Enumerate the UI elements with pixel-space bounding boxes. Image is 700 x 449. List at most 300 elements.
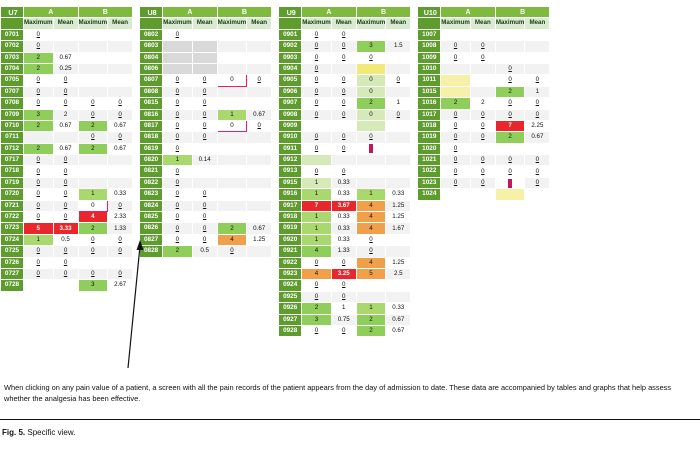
pain-mean-b-cell[interactable]: 0.67: [108, 120, 133, 131]
pain-mean-b-cell[interactable]: 0: [108, 234, 133, 245]
pain-max-a-cell[interactable]: 4: [302, 268, 332, 279]
pain-mean-b-cell[interactable]: 0: [108, 268, 133, 279]
pain-max-a-cell[interactable]: 0: [441, 166, 471, 177]
pain-max-b-cell[interactable]: 1: [356, 189, 386, 200]
pain-max-b-cell[interactable]: [356, 29, 386, 40]
pain-max-a-cell[interactable]: 0: [441, 177, 471, 188]
pain-max-b-cell[interactable]: 2: [495, 132, 525, 143]
table-row[interactable]: [418, 29, 550, 40]
pain-max-a-cell[interactable]: 1: [302, 177, 332, 188]
pain-mean-b-cell[interactable]: 0: [108, 132, 133, 143]
table-row[interactable]: [279, 223, 411, 234]
table-row[interactable]: [279, 177, 411, 188]
pain-max-b-cell[interactable]: [78, 41, 108, 52]
patient-id-cell[interactable]: 0918: [279, 212, 302, 223]
table-row[interactable]: [279, 120, 411, 131]
table-row[interactable]: [140, 166, 272, 177]
pain-mean-a-cell[interactable]: 0: [331, 166, 356, 177]
pain-mean-b-cell[interactable]: [386, 177, 411, 188]
pain-max-a-cell[interactable]: 0: [24, 75, 54, 86]
patient-id-cell[interactable]: 0803: [140, 41, 163, 52]
pain-max-a-cell[interactable]: 0: [441, 132, 471, 143]
pain-max-a-cell[interactable]: 0: [24, 200, 54, 211]
patient-id-cell[interactable]: 1020: [418, 143, 441, 154]
pain-mean-b-cell[interactable]: 1.5: [386, 41, 411, 52]
pain-max-b-cell[interactable]: 0: [495, 166, 525, 177]
pain-mean-a-cell[interactable]: 0: [192, 120, 217, 131]
pain-max-a-cell[interactable]: 0: [163, 86, 193, 97]
pain-mean-b-cell[interactable]: [108, 257, 133, 268]
patient-id-cell[interactable]: 1009: [418, 52, 441, 63]
pain-max-b-cell[interactable]: 2: [217, 223, 247, 234]
table-row[interactable]: [279, 29, 411, 40]
pain-mean-b-cell[interactable]: 0: [386, 109, 411, 120]
pain-max-a-cell[interactable]: 0: [24, 166, 54, 177]
pain-mean-b-cell[interactable]: 0.67: [247, 223, 272, 234]
pain-max-a-cell[interactable]: 1: [302, 189, 332, 200]
pain-max-a-cell[interactable]: 1: [24, 234, 54, 245]
pain-max-b-cell[interactable]: [356, 166, 386, 177]
pain-mean-b-cell[interactable]: 1.25: [247, 234, 272, 245]
patient-id-cell[interactable]: 1022: [418, 166, 441, 177]
pain-max-a-cell[interactable]: 0: [24, 246, 54, 257]
pain-mean-b-cell[interactable]: [525, 143, 550, 154]
table-row[interactable]: [279, 246, 411, 257]
pain-max-a-cell[interactable]: 0: [302, 143, 332, 154]
table-row[interactable]: [1, 155, 133, 166]
table-row[interactable]: [279, 143, 411, 154]
pain-max-a-cell[interactable]: 0: [163, 212, 193, 223]
pain-max-b-cell[interactable]: 3: [356, 41, 386, 52]
pain-mean-b-cell[interactable]: [247, 86, 272, 97]
pain-max-b-cell[interactable]: 0: [217, 75, 247, 86]
pain-mean-b-cell[interactable]: [247, 200, 272, 211]
table-row[interactable]: [140, 63, 272, 74]
pain-max-a-cell[interactable]: 2: [441, 98, 471, 109]
table-row[interactable]: [140, 41, 272, 52]
pain-mean-a-cell[interactable]: [53, 280, 78, 291]
pain-max-b-cell[interactable]: 2: [356, 314, 386, 325]
pain-mean-b-cell[interactable]: 0: [108, 246, 133, 257]
pain-max-b-cell[interactable]: 0: [495, 63, 525, 74]
table-row[interactable]: [140, 98, 272, 109]
patient-id-cell[interactable]: 0718: [1, 166, 24, 177]
pain-max-a-cell[interactable]: [24, 280, 54, 291]
pain-max-a-cell[interactable]: 0: [302, 86, 332, 97]
pain-max-a-cell[interactable]: 3: [24, 109, 54, 120]
pain-max-b-cell[interactable]: [356, 291, 386, 302]
patient-id-cell[interactable]: 0802: [140, 29, 163, 40]
pain-mean-b-cell[interactable]: [386, 132, 411, 143]
table-row[interactable]: [418, 86, 550, 97]
pain-mean-a-cell[interactable]: 0: [470, 177, 495, 188]
pain-max-a-cell[interactable]: [163, 63, 193, 74]
patient-id-cell[interactable]: 1023: [418, 177, 441, 188]
pain-mean-b-cell[interactable]: [247, 52, 272, 63]
pain-max-a-cell[interactable]: 0: [302, 166, 332, 177]
table-row[interactable]: [140, 212, 272, 223]
table-row[interactable]: [1, 120, 133, 131]
table-row[interactable]: [140, 143, 272, 154]
table-row[interactable]: [1, 109, 133, 120]
pain-max-b-cell[interactable]: 0: [356, 234, 386, 245]
patient-id-cell[interactable]: 0726: [1, 257, 24, 268]
pain-mean-a-cell[interactable]: 0: [470, 166, 495, 177]
table-row[interactable]: [1, 132, 133, 143]
table-row[interactable]: [1, 200, 133, 211]
pain-mean-b-cell[interactable]: 0.67: [108, 143, 133, 154]
pain-max-a-cell[interactable]: 0: [163, 189, 193, 200]
patient-id-cell[interactable]: 0720: [1, 189, 24, 200]
table-row[interactable]: [279, 325, 411, 336]
table-row[interactable]: [279, 132, 411, 143]
pain-max-b-cell[interactable]: [217, 63, 247, 74]
patient-id-cell[interactable]: 0815: [140, 98, 163, 109]
table-row[interactable]: [279, 75, 411, 86]
pain-mean-b-cell[interactable]: [108, 52, 133, 63]
patient-id-cell[interactable]: 0902: [279, 41, 302, 52]
pain-mean-b-cell[interactable]: 1.25: [386, 212, 411, 223]
pain-mean-a-cell[interactable]: [53, 29, 78, 40]
patient-id-cell[interactable]: 0907: [279, 98, 302, 109]
pain-max-b-cell[interactable]: [217, 200, 247, 211]
pain-mean-a-cell[interactable]: [331, 120, 356, 131]
pain-max-b-cell[interactable]: 2: [356, 98, 386, 109]
patient-id-cell[interactable]: 0908: [279, 109, 302, 120]
pain-max-b-cell[interactable]: 5: [356, 268, 386, 279]
pain-max-a-cell[interactable]: 1: [302, 223, 332, 234]
pain-mean-b-cell[interactable]: [247, 189, 272, 200]
pain-max-a-cell[interactable]: 0: [441, 41, 471, 52]
pain-mean-a-cell[interactable]: 0.33: [331, 234, 356, 245]
pain-mean-b-cell[interactable]: 0.67: [386, 314, 411, 325]
pain-mean-a-cell[interactable]: 0.67: [53, 143, 78, 154]
pain-mean-a-cell[interactable]: [53, 41, 78, 52]
pain-mean-b-cell[interactable]: 0: [525, 109, 550, 120]
pain-mean-b-cell[interactable]: [525, 52, 550, 63]
patient-id-cell[interactable]: 0705: [1, 75, 24, 86]
patient-id-cell[interactable]: 0911: [279, 143, 302, 154]
pain-max-a-cell[interactable]: 2: [24, 143, 54, 154]
pain-max-b-cell[interactable]: 4: [217, 234, 247, 245]
pain-mean-b-cell[interactable]: 1: [386, 98, 411, 109]
pain-max-b-cell[interactable]: [217, 155, 247, 166]
table-row[interactable]: [279, 303, 411, 314]
pain-max-a-cell[interactable]: 0: [441, 155, 471, 166]
pain-mean-a-cell[interactable]: 0.33: [331, 212, 356, 223]
pain-mean-a-cell[interactable]: 0: [53, 200, 78, 211]
pain-max-b-cell[interactable]: [495, 41, 525, 52]
pain-max-b-cell[interactable]: [78, 52, 108, 63]
pain-max-a-cell[interactable]: 0: [302, 280, 332, 291]
patient-id-cell[interactable]: 0825: [140, 212, 163, 223]
pain-mean-b-cell[interactable]: [386, 291, 411, 302]
pain-mean-a-cell[interactable]: 0: [192, 86, 217, 97]
pain-mean-b-cell[interactable]: 1.25: [386, 257, 411, 268]
table-row[interactable]: [279, 234, 411, 245]
table-row[interactable]: [140, 189, 272, 200]
pain-max-a-cell[interactable]: 0: [24, 189, 54, 200]
pain-mean-b-cell[interactable]: 0: [525, 155, 550, 166]
pain-max-a-cell[interactable]: 0: [302, 325, 332, 336]
table-row[interactable]: [279, 98, 411, 109]
table-row[interactable]: [140, 75, 272, 86]
patient-id-cell[interactable]: 0717: [1, 155, 24, 166]
pain-max-a-cell[interactable]: 0: [24, 257, 54, 268]
pain-mean-a-cell[interactable]: 0: [192, 98, 217, 109]
pain-mean-b-cell[interactable]: [108, 63, 133, 74]
patient-id-cell[interactable]: 0728: [1, 280, 24, 291]
pain-mean-b-cell[interactable]: [386, 86, 411, 97]
pain-mean-b-cell[interactable]: 2.25: [525, 120, 550, 131]
pain-max-a-cell[interactable]: 0: [302, 109, 332, 120]
pain-mean-b-cell[interactable]: [108, 29, 133, 40]
pain-max-a-cell[interactable]: 0: [302, 29, 332, 40]
pain-mean-a-cell[interactable]: 0: [53, 257, 78, 268]
table-row[interactable]: [140, 200, 272, 211]
table-row[interactable]: [140, 246, 272, 257]
pain-max-a-cell[interactable]: 0: [163, 166, 193, 177]
table-row[interactable]: [418, 177, 550, 188]
pain-max-a-cell[interactable]: 2: [24, 63, 54, 74]
table-row[interactable]: [418, 75, 550, 86]
table-row[interactable]: [140, 120, 272, 131]
patient-id-cell[interactable]: 1016: [418, 98, 441, 109]
table-row[interactable]: [279, 155, 411, 166]
pain-mean-b-cell[interactable]: [247, 143, 272, 154]
pain-mean-a-cell[interactable]: 0: [331, 143, 356, 154]
table-row[interactable]: [1, 86, 133, 97]
table-row[interactable]: [1, 75, 133, 86]
table-row[interactable]: [279, 200, 411, 211]
pain-mean-b-cell[interactable]: 0.67: [525, 132, 550, 143]
patient-id-cell[interactable]: 0819: [140, 143, 163, 154]
pain-mean-a-cell[interactable]: 0: [331, 52, 356, 63]
pain-mean-b-cell[interactable]: 0: [525, 75, 550, 86]
table-row[interactable]: [279, 280, 411, 291]
pain-mean-a-cell[interactable]: 0: [192, 212, 217, 223]
pain-mean-a-cell[interactable]: 0: [192, 223, 217, 234]
patient-id-cell[interactable]: 0928: [279, 325, 302, 336]
pain-max-a-cell[interactable]: 0: [302, 75, 332, 86]
pain-mean-a-cell[interactable]: 0: [470, 41, 495, 52]
pain-mean-b-cell[interactable]: [386, 234, 411, 245]
pain-max-b-cell[interactable]: 0: [217, 120, 247, 131]
pain-max-a-cell[interactable]: 0: [24, 41, 54, 52]
patient-id-cell[interactable]: 0821: [140, 166, 163, 177]
patient-id-cell[interactable]: 0924: [279, 280, 302, 291]
pain-max-b-cell[interactable]: [356, 120, 386, 131]
pain-max-a-cell[interactable]: 0: [302, 63, 332, 74]
pain-max-b-cell[interactable]: 1: [356, 303, 386, 314]
patient-id-cell[interactable]: 1021: [418, 155, 441, 166]
pain-max-b-cell[interactable]: 7: [495, 120, 525, 131]
pain-mean-b-cell[interactable]: [108, 166, 133, 177]
pain-mean-a-cell[interactable]: [192, 143, 217, 154]
pain-mean-b-cell[interactable]: 0.33: [108, 189, 133, 200]
table-row[interactable]: [1, 41, 133, 52]
table-row[interactable]: [1, 98, 133, 109]
pain-max-a-cell[interactable]: 0: [24, 212, 54, 223]
table-row[interactable]: [1, 143, 133, 154]
pain-max-b-cell[interactable]: [217, 212, 247, 223]
pain-max-b-cell[interactable]: 2: [78, 223, 108, 234]
patient-id-cell[interactable]: 0912: [279, 155, 302, 166]
pain-mean-a-cell[interactable]: 0.5: [192, 246, 217, 257]
pain-mean-b-cell[interactable]: [247, 166, 272, 177]
pain-mean-a-cell[interactable]: 1.33: [331, 246, 356, 257]
pain-mean-b-cell[interactable]: 0: [108, 200, 133, 211]
patient-id-cell[interactable]: 0915: [279, 177, 302, 188]
pain-mean-a-cell[interactable]: [470, 75, 495, 86]
pain-max-b-cell[interactable]: [217, 143, 247, 154]
pain-mean-a-cell[interactable]: 0: [53, 75, 78, 86]
patient-id-cell[interactable]: 0727: [1, 268, 24, 279]
table-row[interactable]: [418, 189, 550, 200]
pain-max-b-cell[interactable]: 0: [78, 109, 108, 120]
patient-id-cell[interactable]: 0923: [279, 268, 302, 279]
pain-mean-b-cell[interactable]: [386, 280, 411, 291]
pain-mean-a-cell[interactable]: 0: [53, 268, 78, 279]
table-row[interactable]: [279, 41, 411, 52]
pain-mean-a-cell[interactable]: 0: [331, 109, 356, 120]
patient-id-cell[interactable]: 0708: [1, 98, 24, 109]
table-row[interactable]: [140, 109, 272, 120]
pain-mean-a-cell[interactable]: 0: [331, 41, 356, 52]
pain-mean-b-cell[interactable]: [247, 212, 272, 223]
pain-max-a-cell[interactable]: 0: [302, 257, 332, 268]
pain-max-a-cell[interactable]: 0: [441, 52, 471, 63]
pain-max-b-cell[interactable]: 0: [78, 98, 108, 109]
pain-max-b-cell[interactable]: [356, 143, 386, 154]
patient-id-cell[interactable]: 0701: [1, 29, 24, 40]
table-row[interactable]: [140, 29, 272, 40]
pain-max-b-cell[interactable]: [217, 177, 247, 188]
pain-max-b-cell[interactable]: 0: [495, 155, 525, 166]
pain-mean-b-cell[interactable]: [525, 29, 550, 40]
pain-mean-b-cell[interactable]: [247, 41, 272, 52]
pain-mean-a-cell[interactable]: [192, 41, 217, 52]
pain-mean-a-cell[interactable]: 0: [331, 325, 356, 336]
patient-id-cell[interactable]: 0828: [140, 246, 163, 257]
pain-mean-a-cell[interactable]: 0: [192, 132, 217, 143]
pain-max-b-cell[interactable]: [495, 52, 525, 63]
patient-id-cell[interactable]: 0704: [1, 63, 24, 74]
pain-mean-a-cell[interactable]: 2: [53, 109, 78, 120]
table-row[interactable]: [418, 98, 550, 109]
patient-id-cell[interactable]: 0724: [1, 234, 24, 245]
pain-max-a-cell[interactable]: 2: [24, 52, 54, 63]
patient-id-cell[interactable]: 1017: [418, 109, 441, 120]
patient-id-cell[interactable]: 0927: [279, 314, 302, 325]
patient-id-cell[interactable]: 1018: [418, 120, 441, 131]
pain-mean-a-cell[interactable]: 2: [470, 98, 495, 109]
pain-max-b-cell[interactable]: [78, 166, 108, 177]
pain-mean-a-cell[interactable]: 0: [331, 29, 356, 40]
pain-mean-b-cell[interactable]: 0: [247, 75, 272, 86]
patient-id-cell[interactable]: 0807: [140, 75, 163, 86]
patient-id-cell[interactable]: 0921: [279, 246, 302, 257]
table-row[interactable]: [418, 166, 550, 177]
pain-max-a-cell[interactable]: 0: [302, 98, 332, 109]
pain-mean-a-cell[interactable]: 0: [470, 155, 495, 166]
table-row[interactable]: [279, 212, 411, 223]
pain-max-b-cell[interactable]: [356, 155, 386, 166]
pain-max-b-cell[interactable]: 0: [356, 109, 386, 120]
pain-mean-b-cell[interactable]: [247, 29, 272, 40]
table-row[interactable]: [279, 291, 411, 302]
pain-max-a-cell[interactable]: 0: [441, 143, 471, 154]
pain-mean-a-cell[interactable]: 0: [331, 132, 356, 143]
pain-max-b-cell[interactable]: [78, 177, 108, 188]
patient-id-cell[interactable]: 0826: [140, 223, 163, 234]
pain-max-b-cell[interactable]: [217, 132, 247, 143]
table-row[interactable]: [1, 212, 133, 223]
table-row[interactable]: [418, 132, 550, 143]
pain-max-b-cell[interactable]: [217, 29, 247, 40]
pain-max-b-cell[interactable]: 0: [356, 75, 386, 86]
pain-mean-a-cell[interactable]: 0: [192, 109, 217, 120]
pain-mean-a-cell[interactable]: 0.75: [331, 314, 356, 325]
table-row[interactable]: [1, 246, 133, 257]
pain-mean-a-cell[interactable]: [470, 189, 495, 200]
table-row[interactable]: [1, 52, 133, 63]
pain-max-a-cell[interactable]: [441, 86, 471, 97]
pain-mean-b-cell[interactable]: 0: [525, 98, 550, 109]
pain-mean-b-cell[interactable]: [386, 120, 411, 131]
patient-id-cell[interactable]: 0913: [279, 166, 302, 177]
pain-mean-b-cell[interactable]: [108, 155, 133, 166]
pain-max-a-cell[interactable]: 4: [302, 246, 332, 257]
patient-id-cell[interactable]: 0721: [1, 200, 24, 211]
pain-max-a-cell[interactable]: 0: [163, 234, 193, 245]
patient-id-cell[interactable]: 0804: [140, 52, 163, 63]
pain-max-a-cell[interactable]: [302, 155, 332, 166]
pain-max-b-cell[interactable]: 2: [78, 120, 108, 131]
pain-max-a-cell[interactable]: 0: [24, 268, 54, 279]
pain-mean-a-cell[interactable]: 0.33: [331, 189, 356, 200]
patient-id-cell[interactable]: 0905: [279, 75, 302, 86]
pain-mean-a-cell[interactable]: [192, 177, 217, 188]
table-row[interactable]: [418, 41, 550, 52]
pain-max-b-cell[interactable]: 0: [495, 109, 525, 120]
pain-mean-b-cell[interactable]: 0.67: [386, 325, 411, 336]
table-row[interactable]: [279, 86, 411, 97]
pain-mean-b-cell[interactable]: [386, 166, 411, 177]
pain-max-a-cell[interactable]: 0: [24, 98, 54, 109]
table-row[interactable]: [418, 120, 550, 131]
pain-max-a-cell[interactable]: 0: [163, 98, 193, 109]
pain-max-a-cell[interactable]: 2: [302, 303, 332, 314]
pain-max-a-cell[interactable]: 1: [302, 234, 332, 245]
pain-max-b-cell[interactable]: [78, 75, 108, 86]
patient-id-cell[interactable]: 0710: [1, 120, 24, 131]
pain-mean-b-cell[interactable]: [108, 86, 133, 97]
pain-max-b-cell[interactable]: 0: [78, 200, 108, 211]
patient-id-cell[interactable]: 0822: [140, 177, 163, 188]
pain-max-a-cell[interactable]: [302, 120, 332, 131]
pain-mean-a-cell[interactable]: 0: [470, 120, 495, 131]
pain-max-b-cell[interactable]: [78, 155, 108, 166]
pain-max-b-cell[interactable]: [217, 41, 247, 52]
pain-max-b-cell[interactable]: 0: [356, 86, 386, 97]
pain-mean-b-cell[interactable]: [525, 41, 550, 52]
patient-id-cell[interactable]: 0823: [140, 189, 163, 200]
pain-max-a-cell[interactable]: 2: [24, 120, 54, 131]
pain-mean-b-cell[interactable]: [386, 63, 411, 74]
patient-id-cell[interactable]: 0906: [279, 86, 302, 97]
table-row[interactable]: [279, 257, 411, 268]
